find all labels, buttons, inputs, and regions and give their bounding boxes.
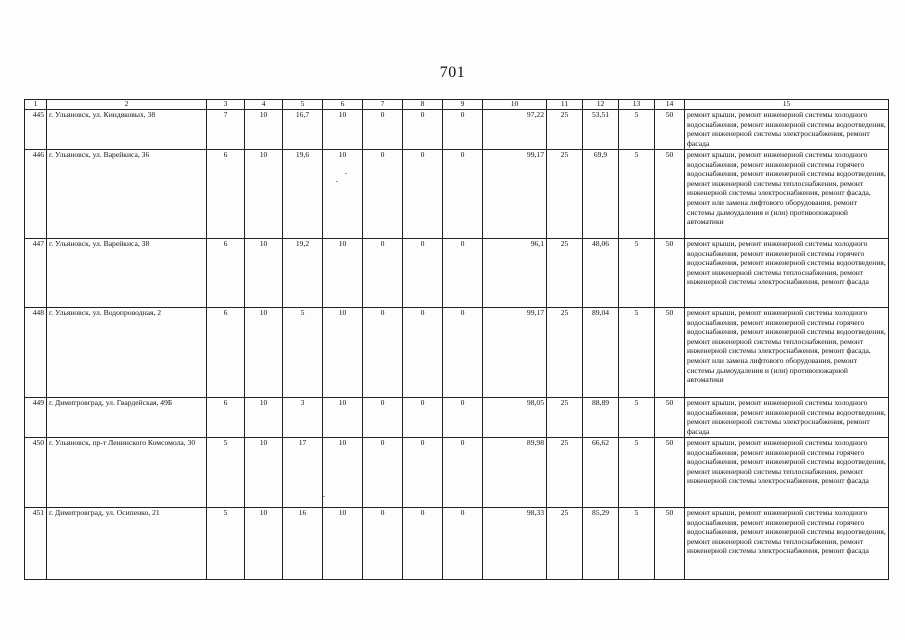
cell-c3: 6 bbox=[207, 398, 245, 438]
column-header-14: 14 bbox=[655, 100, 685, 110]
cell-c9: 0 bbox=[443, 110, 483, 150]
cell-c5: 16,7 bbox=[283, 110, 323, 150]
cell-c4: 10 bbox=[245, 110, 283, 150]
table-row bbox=[25, 438, 889, 508]
cell-c3: 5 bbox=[207, 438, 245, 508]
cell-c9: 0 bbox=[443, 398, 483, 438]
cell-works: ремонт крыши, ремонт инженерной системы холодного водоснабжения, ремонт инженерной системы горячего водоснабжения, ремонт инженерной системы водоотведения, ремонт инженерной системы теплоснабжения, ремонт инженерной системы электроснабжения, ремонт фасада bbox=[685, 508, 889, 580]
cell-c8: 0 bbox=[403, 110, 443, 150]
cell-works: ремонт крыши, ремонт инженерной системы холодного водоснабжения, ремонт инженерной системы горячего водоснабжения, ремонт инженерной системы водоотведения, ремонт инженерной системы теплоснабжения, ремонт инженерной системы электроснабжения, ремонт фасада, ремонт или замена лифтового оборудования, ремонт системы дымоудаления и (или) противопожарной автоматики bbox=[685, 308, 889, 398]
cell-c14: 50 bbox=[655, 308, 685, 398]
cell-c5: 3 bbox=[283, 398, 323, 438]
cell-c7: 0 bbox=[363, 110, 403, 150]
cell-c8: 0 bbox=[403, 438, 443, 508]
column-header-9: 9 bbox=[443, 100, 483, 110]
cell-c11: 25 bbox=[547, 438, 583, 508]
cell-c3: 6 bbox=[207, 308, 245, 398]
column-header-3: 3 bbox=[207, 100, 245, 110]
cell-c4: 10 bbox=[245, 398, 283, 438]
cell-c13: 5 bbox=[619, 508, 655, 580]
cell-c14: 50 bbox=[655, 110, 685, 150]
column-header-10: 10 bbox=[483, 100, 547, 110]
cell-c7: 0 bbox=[363, 308, 403, 398]
cell-c6: 10 bbox=[323, 150, 363, 239]
cell-c10: 99,17 bbox=[483, 150, 547, 239]
column-header-2: 2 bbox=[47, 100, 207, 110]
cell-c8: 0 bbox=[403, 150, 443, 239]
cell-c7: 0 bbox=[363, 438, 403, 508]
scan-speck bbox=[323, 496, 325, 497]
cell-c13: 5 bbox=[619, 308, 655, 398]
table-row bbox=[25, 110, 889, 150]
column-header-15: 15 bbox=[685, 100, 889, 110]
table-row bbox=[25, 398, 889, 438]
cell-c13: 5 bbox=[619, 398, 655, 438]
cell-c9: 0 bbox=[443, 150, 483, 239]
cell-c12: 48,06 bbox=[583, 239, 619, 308]
cell-c11: 25 bbox=[547, 508, 583, 580]
cell-c9: 0 bbox=[443, 308, 483, 398]
cell-c10: 99,17 bbox=[483, 308, 547, 398]
cell-c4: 10 bbox=[245, 239, 283, 308]
cell-c11: 25 bbox=[547, 398, 583, 438]
cell-address: г. Ульяновск, ул. Водопроводная, 2 bbox=[47, 308, 207, 398]
cell-c5: 5 bbox=[283, 308, 323, 398]
cell-c14: 50 bbox=[655, 508, 685, 580]
cell-no: 445 bbox=[25, 110, 47, 150]
cell-no: 447 bbox=[25, 239, 47, 308]
page-number: 701 bbox=[439, 64, 466, 81]
column-header-7: 7 bbox=[363, 100, 403, 110]
cell-c8: 0 bbox=[403, 398, 443, 438]
cell-c7: 0 bbox=[363, 508, 403, 580]
cell-c10: 96,1 bbox=[483, 239, 547, 308]
cell-c6: 10 bbox=[323, 110, 363, 150]
cell-c6: 10 bbox=[323, 308, 363, 398]
cell-c5: 16 bbox=[283, 508, 323, 580]
cell-works: ремонт крыши, ремонт инженерной системы холодного водоснабжения, ремонт инженерной системы горячего водоснабжения, ремонт инженерной системы водоотведения, ремонт инженерной системы теплоснабжения, ремонт инженерной системы электроснабжения, ремонт фасада bbox=[685, 438, 889, 508]
table-row bbox=[25, 150, 889, 239]
column-header-8: 8 bbox=[403, 100, 443, 110]
column-header-4: 4 bbox=[245, 100, 283, 110]
cell-c10: 97,22 bbox=[483, 110, 547, 150]
cell-no: 448 bbox=[25, 308, 47, 398]
table-row bbox=[25, 508, 889, 580]
cell-c3: 7 bbox=[207, 110, 245, 150]
table-row bbox=[25, 239, 889, 308]
cell-c4: 10 bbox=[245, 438, 283, 508]
column-header-12: 12 bbox=[583, 100, 619, 110]
table-row bbox=[25, 308, 889, 398]
cell-address: г. Ульяновск, пр-т Ленинского Комсомола, 30 bbox=[47, 438, 207, 508]
cell-c14: 50 bbox=[655, 438, 685, 508]
cell-no: 449 bbox=[25, 398, 47, 438]
cell-c11: 25 bbox=[547, 239, 583, 308]
cell-works: ремонт крыши, ремонт инженерной системы холодного водоснабжения, ремонт инженерной системы водоотведения, ремонт инженерной системы электроснабжения, ремонт фасада bbox=[685, 110, 889, 150]
cell-c14: 50 bbox=[655, 398, 685, 438]
cell-works: ремонт крыши, ремонт инженерной системы холодного водоснабжения, ремонт инженерной системы горячего водоснабжения, ремонт инженерной системы водоотведения, ремонт инженерной системы теплоснабжения, ремонт инженерной системы электроснабжения, ремонт фасада, ремонт или замена лифтового оборудования, ремонт системы дымоудаления и (или) противопожарной автоматики bbox=[685, 150, 889, 239]
cell-c9: 0 bbox=[443, 239, 483, 308]
cell-c6: 10 bbox=[323, 508, 363, 580]
cell-no: 446 bbox=[25, 150, 47, 239]
cell-no: 450 bbox=[25, 438, 47, 508]
cell-c10: 98,33 bbox=[483, 508, 547, 580]
cell-address: г. Димитровград, ул. Гвардейская, 49Б bbox=[47, 398, 207, 438]
cell-c7: 0 bbox=[363, 239, 403, 308]
cell-c9: 0 bbox=[443, 508, 483, 580]
cell-c9: 0 bbox=[443, 438, 483, 508]
cell-c12: 85,29 bbox=[583, 508, 619, 580]
cell-address: г. Димитровград, ул. Осипенко, 21 bbox=[47, 508, 207, 580]
cell-works: ремонт крыши, ремонт инженерной системы холодного водоснабжения, ремонт инженерной системы горячего водоснабжения, ремонт инженерной системы водоотведения, ремонт инженерной системы теплоснабжения, ремонт инженерной системы электроснабжения, ремонт фасада bbox=[685, 239, 889, 308]
cell-c10: 89,98 bbox=[483, 438, 547, 508]
cell-works: ремонт крыши, ремонт инженерной системы холодного водоснабжения, ремонт инженерной системы водоотведения, ремонт инженерной системы электроснабжения, ремонт фасада bbox=[685, 398, 889, 438]
cell-c7: 0 bbox=[363, 150, 403, 239]
scan-speck bbox=[336, 181, 338, 182]
cell-c11: 25 bbox=[547, 150, 583, 239]
cell-c6: 10 bbox=[323, 398, 363, 438]
cell-c11: 25 bbox=[547, 308, 583, 398]
cell-c3: 5 bbox=[207, 508, 245, 580]
cell-c5: 19,2 bbox=[283, 239, 323, 308]
cell-c6: 10 bbox=[323, 239, 363, 308]
column-header-13: 13 bbox=[619, 100, 655, 110]
cell-c4: 10 bbox=[245, 508, 283, 580]
cell-c13: 5 bbox=[619, 239, 655, 308]
cell-c6: 10 bbox=[323, 438, 363, 508]
cell-c12: 88,89 bbox=[583, 398, 619, 438]
header-row bbox=[25, 100, 889, 110]
cell-address: г. Ульяновск, ул. Варейкиса, 36 bbox=[47, 150, 207, 239]
cell-c11: 25 bbox=[547, 110, 583, 150]
cell-address: г. Ульяновск, ул. Киндяковых, 38 bbox=[47, 110, 207, 150]
scan-speck bbox=[345, 173, 347, 174]
column-header-11: 11 bbox=[547, 100, 583, 110]
repair-program-table bbox=[24, 99, 889, 580]
cell-c8: 0 bbox=[403, 239, 443, 308]
cell-c13: 5 bbox=[619, 438, 655, 508]
cell-c8: 0 bbox=[403, 308, 443, 398]
column-header-6: 6 bbox=[323, 100, 363, 110]
cell-c14: 50 bbox=[655, 150, 685, 239]
cell-c4: 10 bbox=[245, 308, 283, 398]
cell-c10: 98,05 bbox=[483, 398, 547, 438]
cell-c12: 69,9 bbox=[583, 150, 619, 239]
cell-c3: 6 bbox=[207, 150, 245, 239]
cell-c3: 6 bbox=[207, 239, 245, 308]
cell-c13: 5 bbox=[619, 110, 655, 150]
cell-c13: 5 bbox=[619, 150, 655, 239]
cell-c8: 0 bbox=[403, 508, 443, 580]
cell-c5: 17 bbox=[283, 438, 323, 508]
cell-c5: 19,6 bbox=[283, 150, 323, 239]
cell-c12: 89,04 bbox=[583, 308, 619, 398]
cell-address: г. Ульяновск, ул. Варейкиса, 38 bbox=[47, 239, 207, 308]
cell-c4: 10 bbox=[245, 150, 283, 239]
cell-c12: 53,51 bbox=[583, 110, 619, 150]
cell-c7: 0 bbox=[363, 398, 403, 438]
cell-c12: 66,62 bbox=[583, 438, 619, 508]
cell-c14: 50 bbox=[655, 239, 685, 308]
cell-no: 451 bbox=[25, 508, 47, 580]
column-header-5: 5 bbox=[283, 100, 323, 110]
table-body bbox=[25, 110, 889, 580]
column-header-1: 1 bbox=[25, 100, 47, 110]
